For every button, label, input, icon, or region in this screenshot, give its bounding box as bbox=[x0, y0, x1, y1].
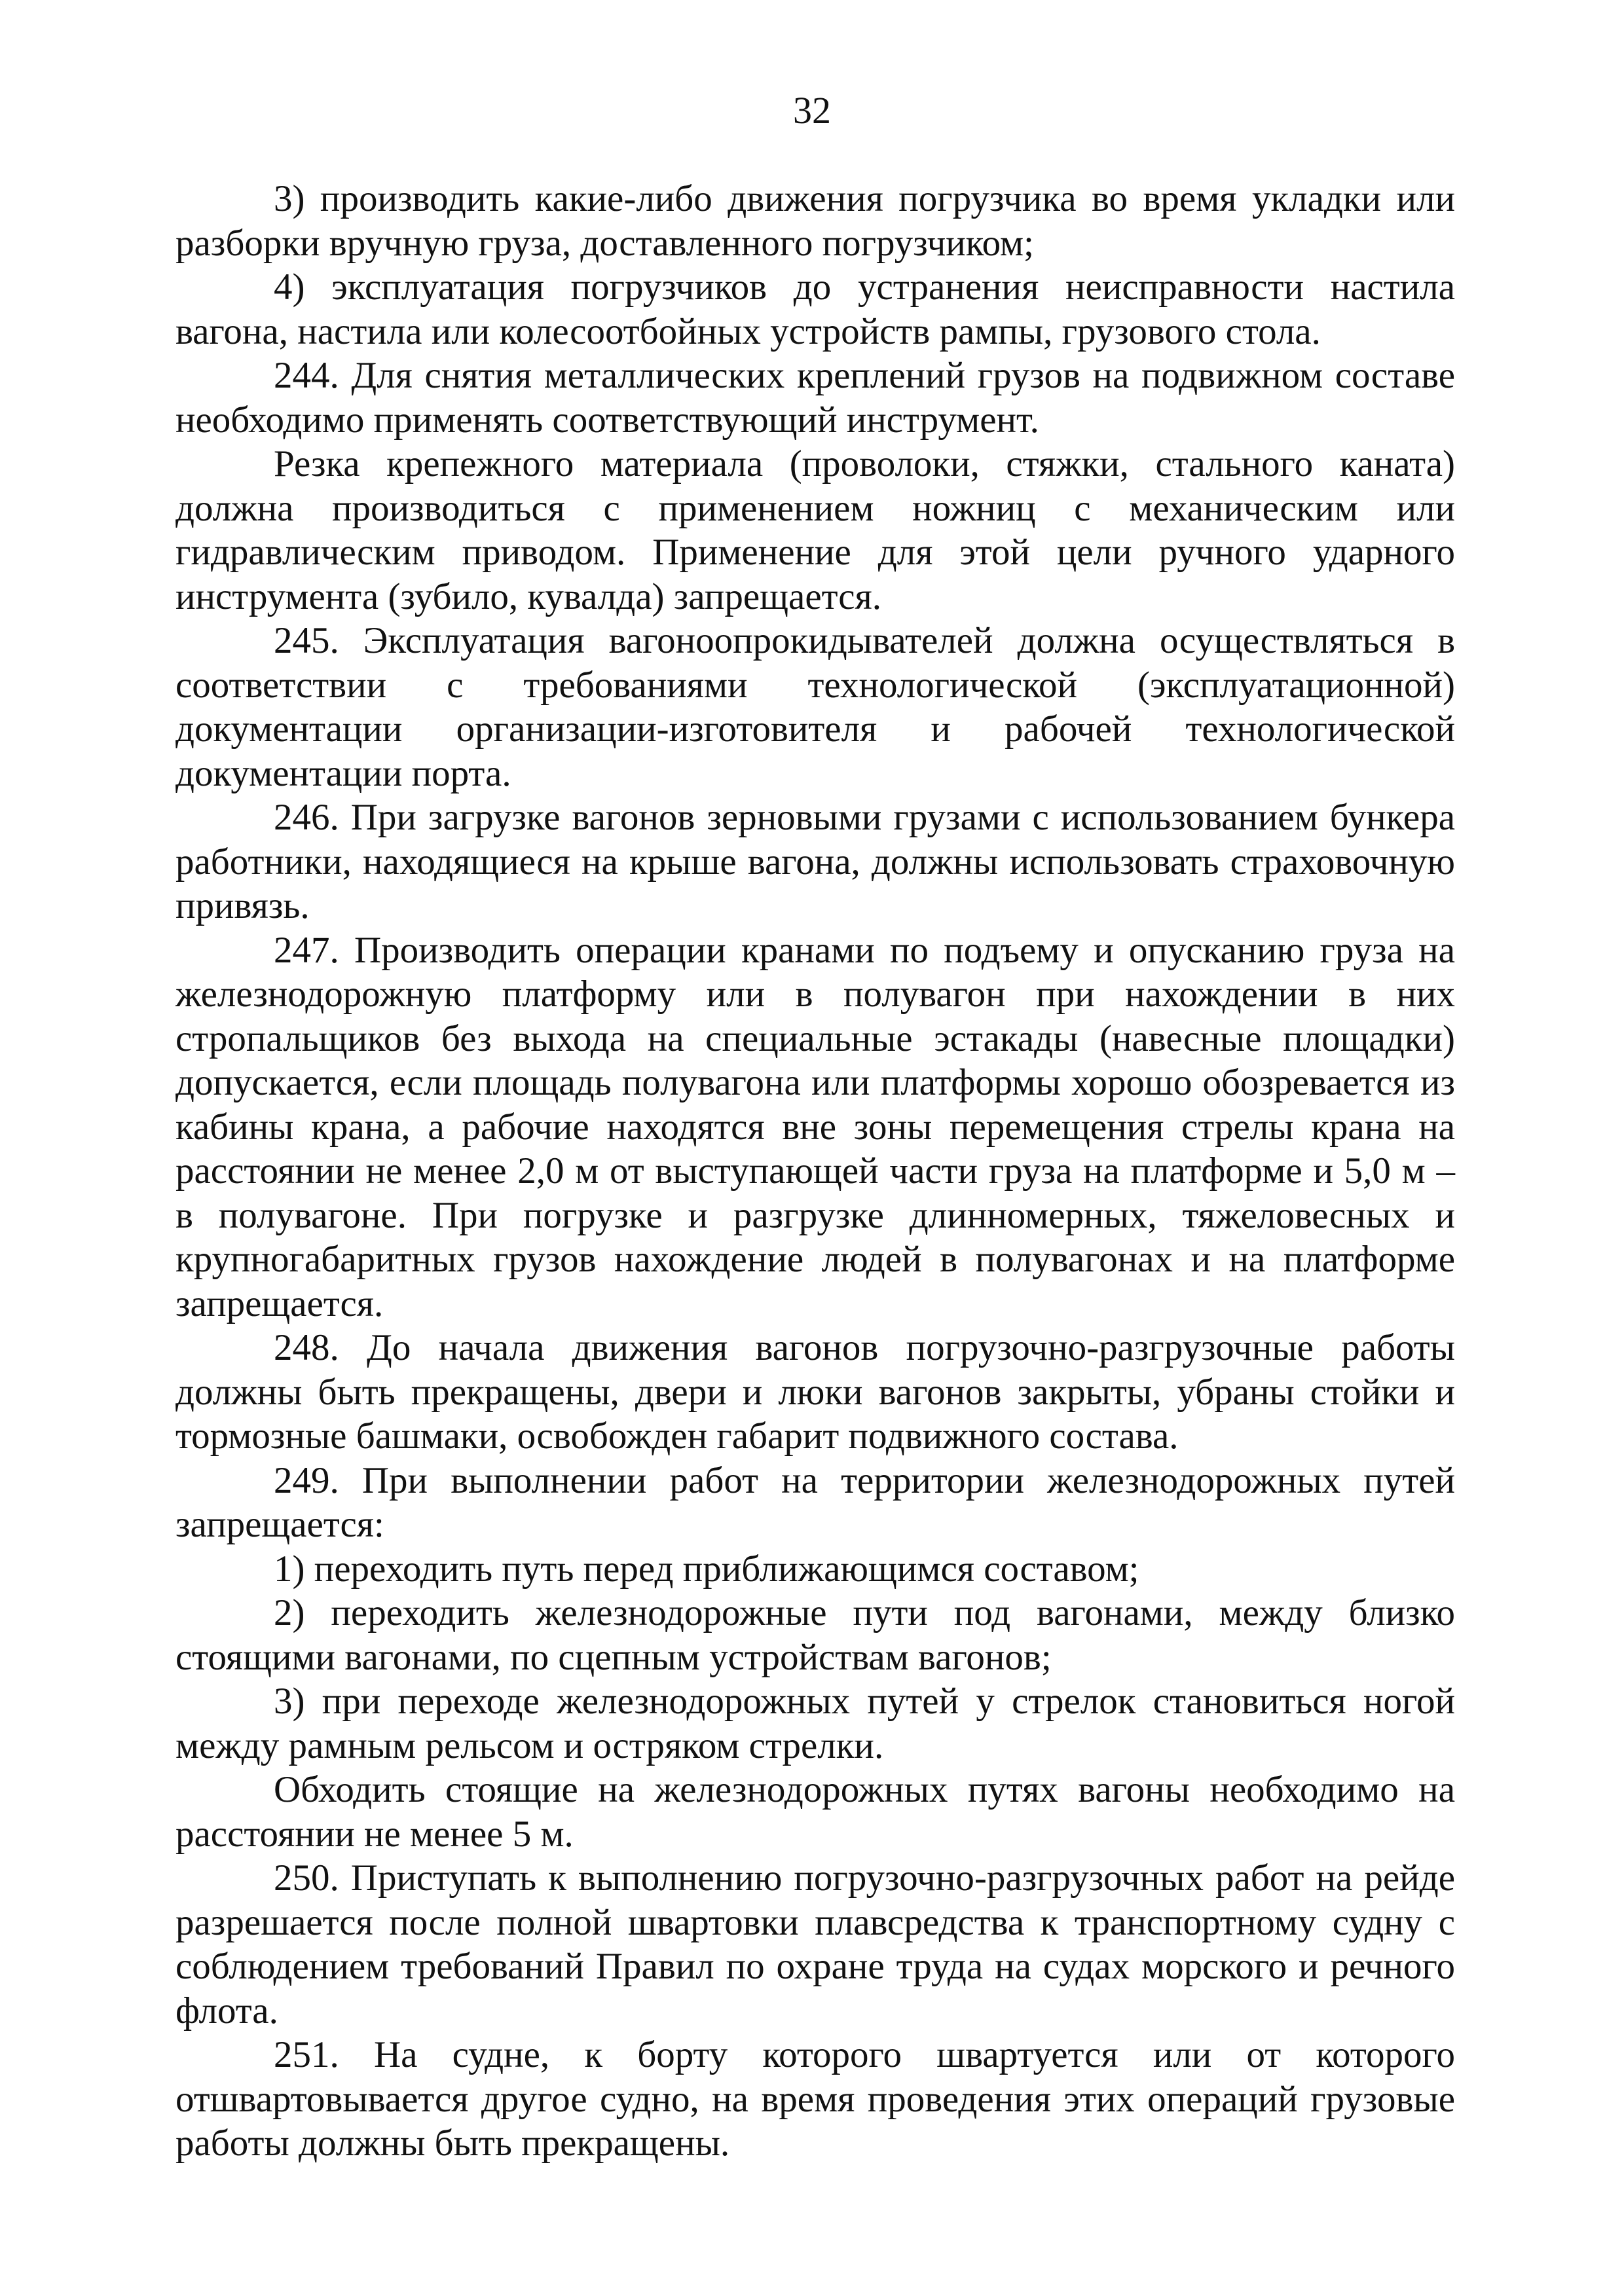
paragraph-item-3-forklift-movement: 3) производить какие-либо движения погрузчика во время укладки или разборки вручную груза, доставленного погрузчиком; bbox=[175, 178, 1455, 264]
paragraph-249: 249. При выполнении работ на территории железнодорожных путей запрещается: bbox=[175, 1459, 1455, 1545]
paragraph-250: 250. Приступать к выполнению погрузочно-разгрузочных работ на рейде разрешается после полной швартовки плавсредства к транспортному судну с соблюдением требований Правил по охране труда на судах морского и речного флота. bbox=[175, 1857, 1455, 2032]
paragraph-245: 245. Эксплуатация вагоноопрокидывателей должна осуществляться в соответствии с требованиями технологической (эксплуатационной) документации организации-изготовителя и рабочей технологической документации порта. bbox=[175, 620, 1455, 794]
paragraph-249-item-1: 1) переходить путь перед приближающимся составом; bbox=[274, 1548, 1139, 1590]
document-body bbox=[175, 177, 1455, 2166]
paragraph-cutting-material: Резка крепежного материала (проволоки, стяжки, стального каната) должна производиться с применением ножниц с механическим или гидравлическим приводом. Применение для этой цели ручного ударного инструмента (зубило, кувалда) запрещается. bbox=[175, 443, 1455, 617]
paragraph-247: 247. Производить операции кранами по подъему и опусканию груза на железнодорожную платформу или в полувагон при нахождении в них стропальщиков без выхода на специальные эстакады (навесные площадки) допускается, если площадь полувагона или платформы хорошо обозревается из кабины крана, а рабочие находятся вне зоны перемещения стрелы крана на расстоянии не менее 2,0 м от выступающей части груза на платформе и 5,0 м – в полувагоне. При погрузке и разгрузке длинномерных, тяжеловесных и крупногабаритных грузов нахождение людей в полувагонах и на платформе запрещается. bbox=[175, 929, 1455, 1324]
paragraph-248: 248. До начала движения вагонов погрузочно-разгрузочные работы должны быть прекращены, двери и люки вагонов закрыты, убраны стойки и тормозные башмаки, освобожден габарит подвижного состава. bbox=[175, 1327, 1455, 1457]
paragraph-249-item-2: 2) переходить железнодорожные пути под вагонами, между близко стоящими вагонами, по сцепным устройствам вагонов; bbox=[175, 1592, 1455, 1678]
paragraph-244: 244. Для снятия металлических креплений грузов на подвижном составе необходимо применять соответствующий инструмент. bbox=[175, 355, 1455, 441]
paragraph-246: 246. При загрузке вагонов зерновыми грузами с использованием бункера работники, находящиеся на крыше вагона, должны использовать страховочную привязь. bbox=[175, 797, 1455, 926]
paragraph-251: 251. На судне, к борту которого швартуется или от которого отшвартовывается другое судно, на время проведения этих операций грузовые работы должны быть прекращены. bbox=[175, 2034, 1455, 2164]
paragraph-item-4-forklift-operation: 4) эксплуатация погрузчиков до устранения неисправности настила вагона, настила или колесоотбойных устройств рампы, грузового стола. bbox=[175, 266, 1455, 352]
paragraph-bypass-wagons: Обходить стоящие на железнодорожных путях вагоны необходимо на расстоянии не менее 5 м. bbox=[175, 1769, 1455, 1855]
page-number: 32 bbox=[793, 89, 831, 132]
paragraph-249-item-3: 3) при переходе железнодорожных путей у стрелок становиться ногой между рамным рельсом и остряком стрелки. bbox=[175, 1681, 1455, 1766]
